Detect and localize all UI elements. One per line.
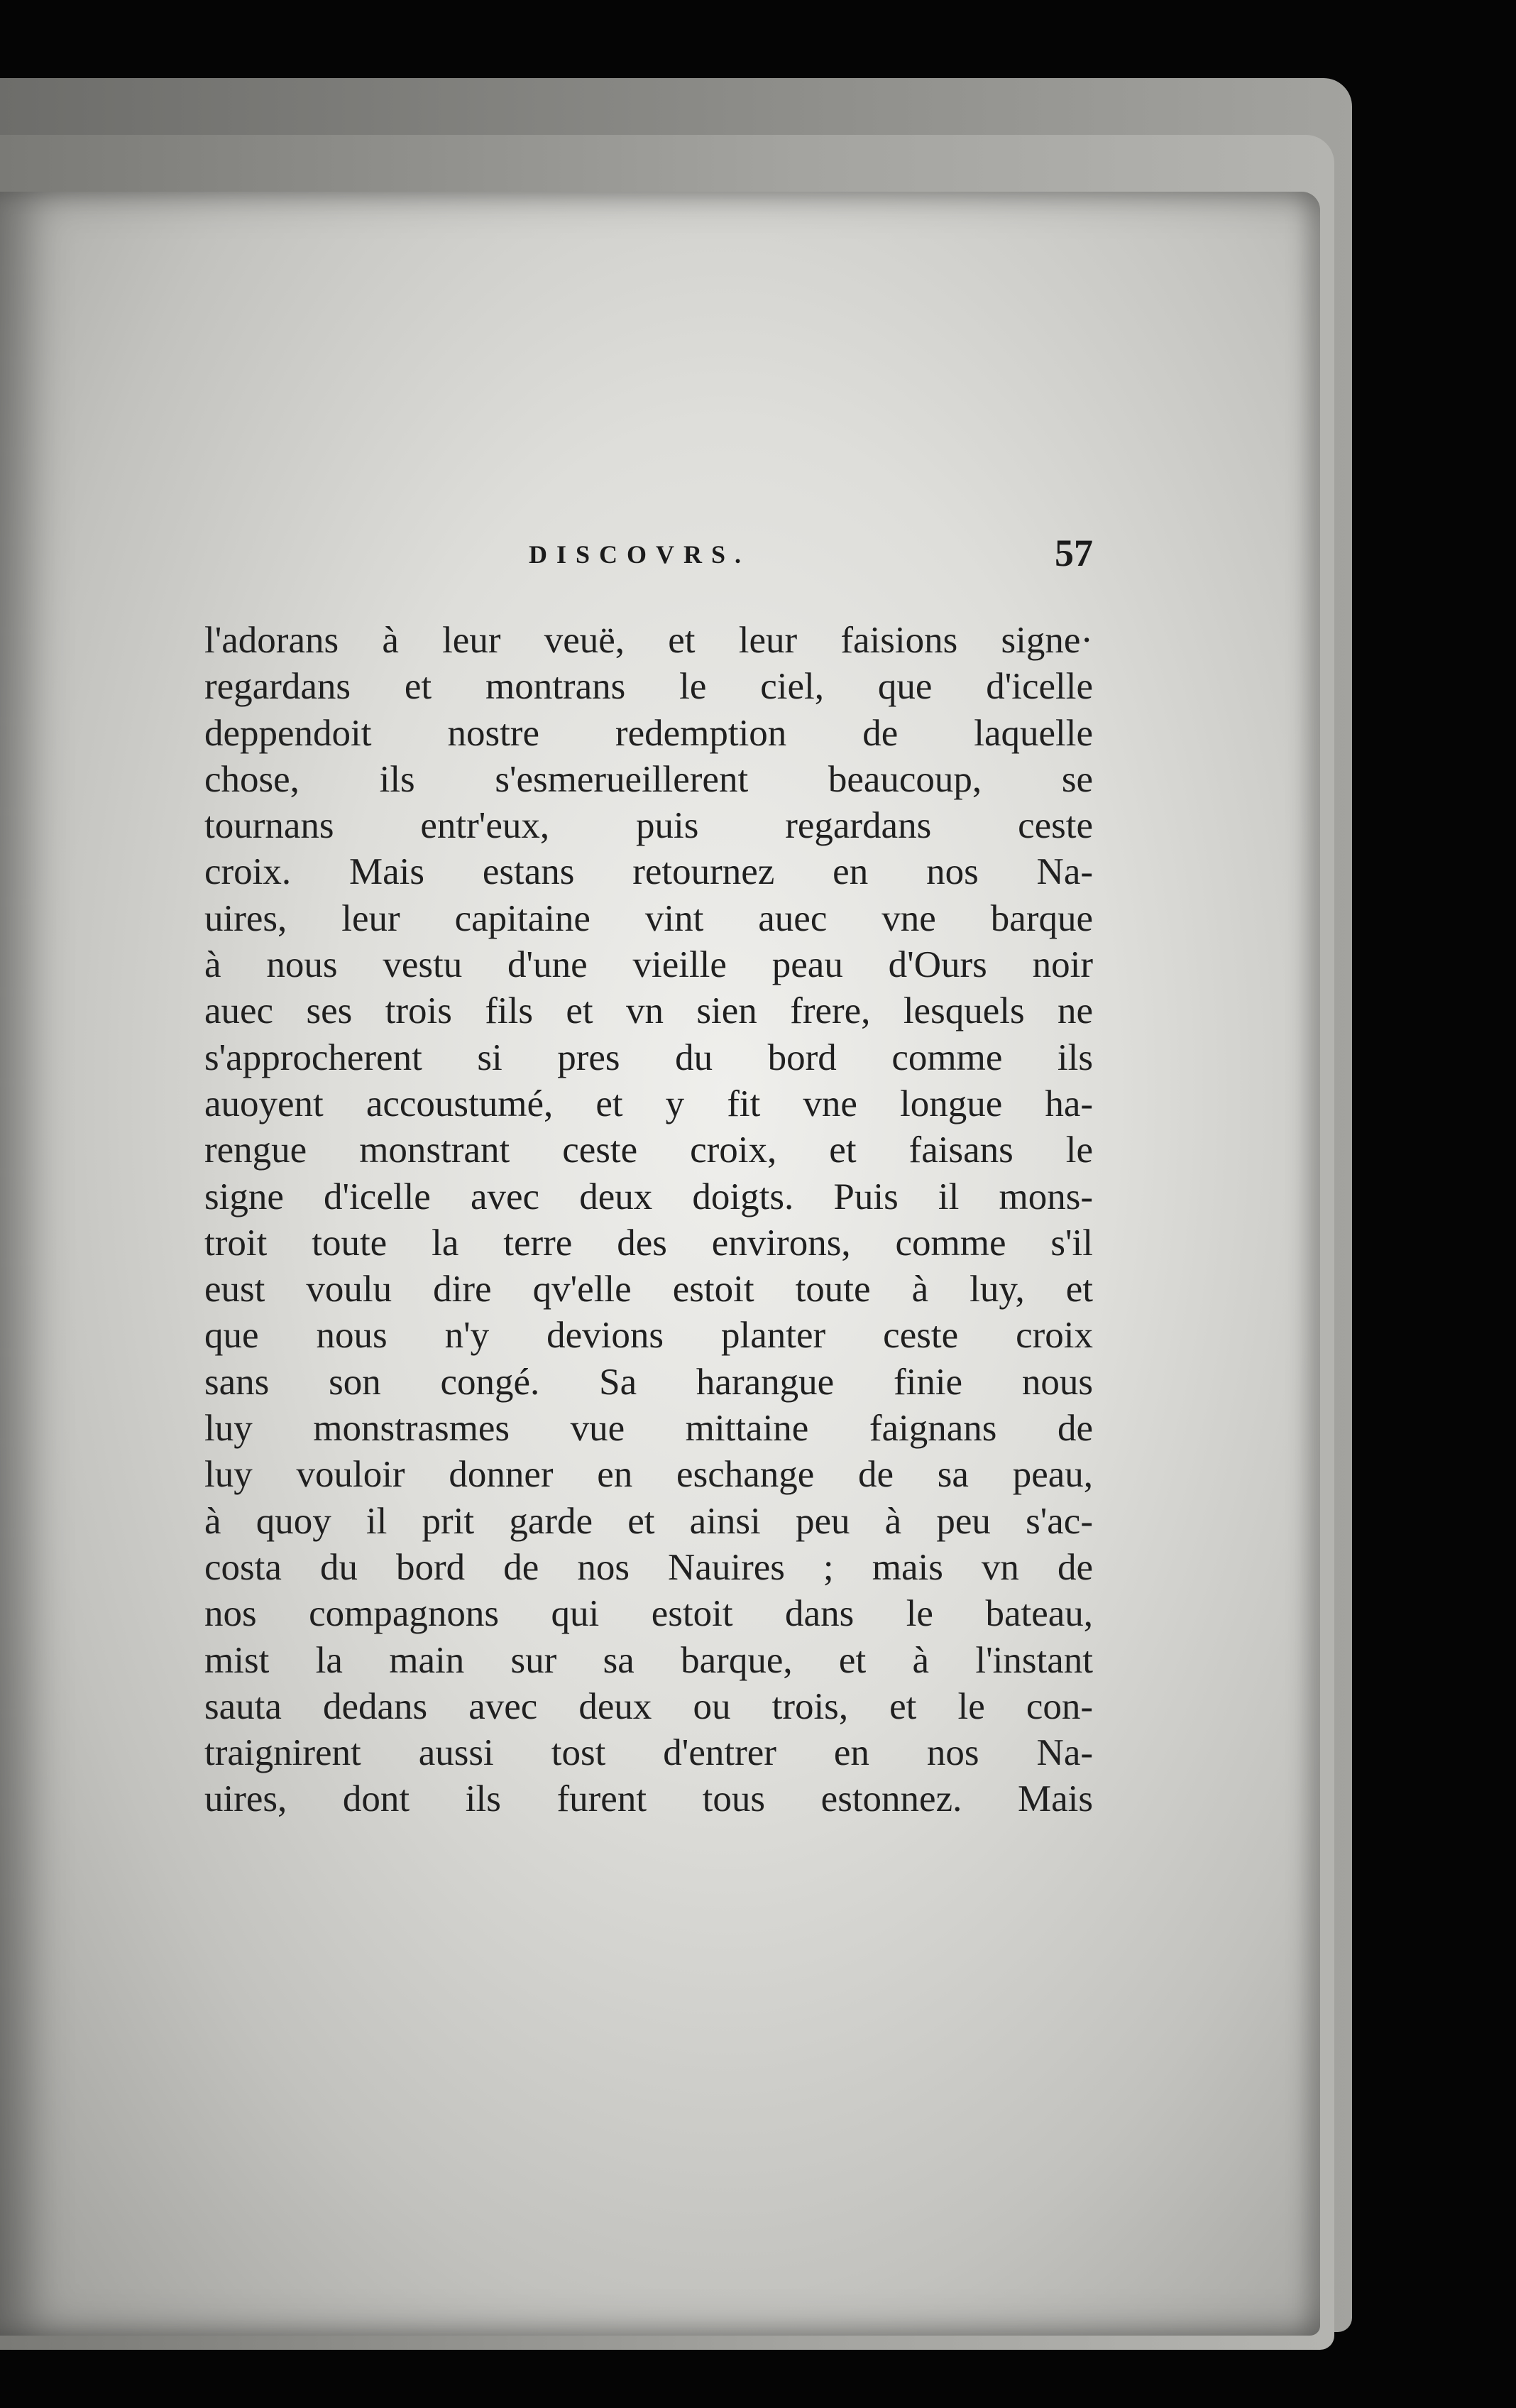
text-line: sans son congé. Sa harangue finie nous <box>204 1361 1093 1403</box>
text-line: deppendoit nostre redemption de laquelle <box>204 712 1093 754</box>
text-line: regardans et montrans le ciel, que d'icelle <box>204 666 1093 708</box>
text-line: croix. Mais estans retournez en nos Na- <box>204 851 1093 893</box>
text-line: luy monstrasmes vue mittaine faignans de <box>204 1408 1093 1450</box>
text-line: auoyent accoustumé, et y fit vne longue ha- <box>204 1083 1093 1124</box>
text-line: s'approcherent si pres du bord comme ils <box>204 1036 1093 1078</box>
text-line: nos compagnons qui estoit dans le bateau, <box>204 1593 1093 1635</box>
text-line: uires, dont ils furent tous estonnez. Mais <box>204 1778 1093 1820</box>
text-line: troit toute la terre des environs, comme s'il <box>204 1222 1093 1264</box>
text-line: chose, ils s'esmerueillerent beaucoup, se <box>204 758 1093 800</box>
text-line: à nous vestu d'une vieille peau d'Ours noir <box>204 944 1093 986</box>
text-line: à quoy il prit garde et ainsi peu à peu s'ac- <box>204 1500 1093 1542</box>
text-line: tournans entr'eux, puis regardans ceste <box>204 805 1093 847</box>
text-line: auec ses trois fils et vn sien frere, lesquels ne <box>204 990 1093 1032</box>
text-line: l'adorans à leur veuë, et leur faisions signe· <box>204 620 1093 661</box>
text-line: sauta dedans avec deux ou trois, et le con- <box>204 1685 1093 1727</box>
text-line: luy vouloir donner en eschange de sa peau, <box>204 1454 1093 1496</box>
running-head <box>209 531 1093 574</box>
page-number: 57 <box>1055 532 1093 574</box>
text-line: eust voulu dire qv'elle estoit toute à luy, et <box>204 1269 1093 1310</box>
text-line: costa du bord de nos Nauires ; mais vn de <box>204 1546 1093 1588</box>
body-text <box>204 618 1093 1823</box>
text-line: rengue monstrant ceste croix, et faisans le <box>204 1129 1093 1171</box>
text-line: mist la main sur sa barque, et à l'instant <box>204 1639 1093 1681</box>
text-line: uires, leur capitaine vint auec vne barque <box>204 897 1093 939</box>
running-title: DISCOVRS. <box>529 540 751 569</box>
text-line: que nous n'y devions planter ceste croix <box>204 1315 1093 1357</box>
text-line: traignirent aussi tost d'entrer en nos Na- <box>204 1732 1093 1774</box>
text-line: signe d'icelle avec deux doigts. Puis il mons- <box>204 1176 1093 1217</box>
